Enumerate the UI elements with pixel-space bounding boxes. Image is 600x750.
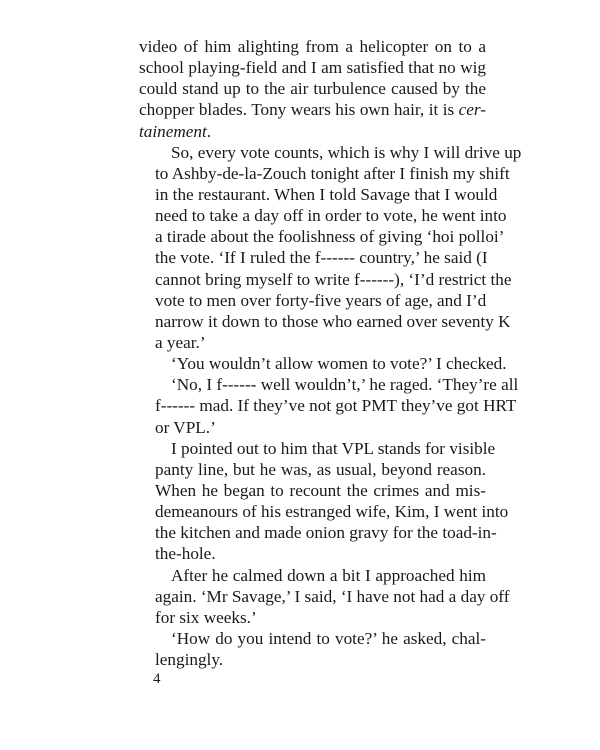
text-line: f------ mad. If they’ve not got PMT they’ve got HRT bbox=[155, 396, 517, 416]
text-line: narrow it down to those who earned over seventy K bbox=[155, 311, 511, 331]
text-line: demeanours of his estranged wife, Kim, I went into bbox=[155, 502, 509, 522]
text-line: a year.’ bbox=[155, 332, 206, 352]
text-line: vote to men over forty-five years of age, and I’d bbox=[155, 290, 487, 310]
text-line: tainement. bbox=[139, 121, 212, 141]
text-line: ‘How do you intend to vote?’ he asked, chal- bbox=[171, 628, 486, 648]
text-fragment: chopper blades. Tony wears his own hair, it is bbox=[139, 100, 459, 120]
text-line: the-hole. bbox=[155, 544, 216, 564]
body-text bbox=[139, 36, 522, 670]
text-line: a tirade about the foolishness of giving ‘hoi polloi’ bbox=[155, 227, 505, 247]
text-line: the kitchen and made onion gravy for the toad-in- bbox=[155, 523, 497, 543]
text-line: So, every vote counts, which is why I will drive up bbox=[171, 142, 522, 162]
text-line: ‘No, I f------ well wouldn’t,’ he raged. ‘They’re all bbox=[171, 375, 519, 395]
text-line: When he began to recount the crimes and mis- bbox=[155, 480, 486, 500]
text-line: cannot bring myself to write f------), ‘I’d restrict the bbox=[155, 269, 512, 289]
text-line: the vote. ‘If I ruled the f------ country,’ he said (I bbox=[155, 248, 488, 268]
text-line: panty line, but he was, as usual, beyond reason. bbox=[155, 459, 486, 479]
paragraph bbox=[139, 374, 519, 437]
text-line: for six weeks.’ bbox=[155, 607, 257, 627]
text-line: again. ‘Mr Savage,’ I said, ‘I have not had a day off bbox=[155, 586, 510, 606]
text-line: video of him alighting from a helicopter on to a bbox=[139, 37, 486, 56]
italic-fragment: cer- bbox=[458, 100, 486, 120]
paragraph bbox=[139, 565, 510, 628]
text-line bbox=[139, 99, 486, 120]
text-line: in the restaurant. When I told Savage that I would bbox=[155, 184, 498, 204]
text-line: I pointed out to him that VPL stands for visible bbox=[171, 438, 496, 458]
paragraph bbox=[139, 36, 486, 142]
text-line: After he calmed down a bit I approached him bbox=[171, 565, 486, 585]
italic-fragment: tainement bbox=[139, 121, 207, 141]
text-line: ‘You wouldn’t allow women to vote?’ I checked. bbox=[171, 354, 507, 374]
paragraph bbox=[139, 142, 522, 353]
text-line: or VPL.’ bbox=[155, 417, 216, 437]
text-line: to Ashby-de-la-Zouch tonight after I finish my shift bbox=[155, 163, 510, 183]
paragraph bbox=[139, 353, 507, 374]
text-line: school playing-field and I am satisfied that no wig bbox=[139, 58, 486, 78]
text-line: lengingly. bbox=[155, 650, 224, 670]
text-line: need to take a day off in order to vote, he went into bbox=[155, 206, 507, 226]
page-number: 4 bbox=[153, 671, 161, 687]
paragraph bbox=[139, 628, 486, 670]
paragraph bbox=[139, 438, 509, 565]
text-line: could stand up to the air turbulence caused by the bbox=[139, 79, 486, 99]
